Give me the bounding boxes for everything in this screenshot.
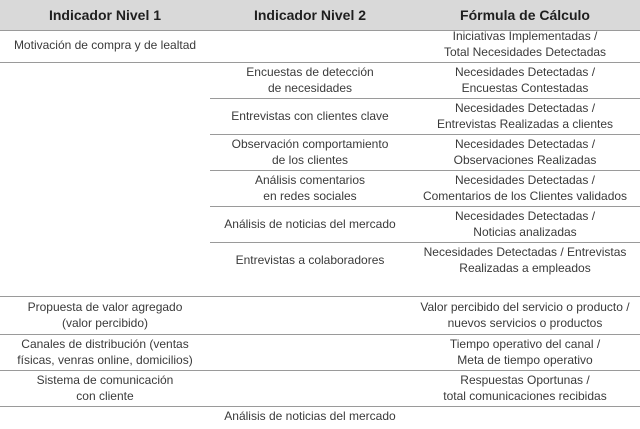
row-6-indicador-nivel-2: Análisis de noticias del mercado	[224, 217, 396, 231]
row-4-indicador-nivel-2: Observación comportamiento de los clientes	[231, 137, 389, 167]
row-10-indicador-nivel-1: Sistema de comunicación con cliente	[36, 373, 174, 403]
row-3-formula: Necesidades Detectadas / Entrevistas Realizadas a clientes	[436, 101, 614, 131]
row-11-indicador-nivel-2: Análisis de noticias del mercado	[224, 409, 396, 423]
row-4-formula: Necesidades Detectadas / Observaciones Realizadas	[453, 137, 597, 167]
row-5-indicador-nivel-2: Análisis comentarios en redes sociales	[254, 173, 366, 203]
row-1-formula: Iniciativas Implementadas / Total Necesidades Detectadas	[443, 29, 607, 59]
row-5-formula: Necesidades Detectadas / Comentarios de los Clientes validados	[422, 173, 628, 203]
row-2-indicador-nivel-2: Encuestas de detección de necesidades	[246, 65, 374, 95]
row-8-formula: Valor percibido del servicio o producto / nuevos servicios o productos	[420, 300, 630, 330]
header-formula-de-calculo: Fórmula de Cálculo	[460, 7, 590, 23]
row-2-formula: Necesidades Detectadas / Encuestas Contestadas	[454, 65, 596, 95]
row-9-indicador-nivel-1: Canales de distribución (ventas físicas, venras online, domicilios)	[17, 337, 193, 367]
row-1-indicador-nivel-1: Motivación de compra y de lealtad	[13, 38, 197, 52]
row-10-formula: Respuestas Oportunas / total comunicaciones recibidas	[443, 373, 607, 403]
row-8-indicador-nivel-1: Propuesta de valor agregado (valor percibido)	[27, 300, 183, 330]
row-7-formula: Necesidades Detectadas / Entrevistas Realizadas a empleados	[423, 245, 627, 275]
row-3-indicador-nivel-2: Entrevistas con clientes clave	[231, 109, 389, 123]
row-7-indicador-nivel-2: Entrevistas a colaboradores	[235, 253, 385, 267]
header-indicador-nivel-2: Indicador Nivel 2	[253, 7, 367, 23]
row-6-formula: Necesidades Detectadas / Noticias analizadas	[454, 209, 596, 239]
row-9-formula: Tiempo operativo del canal / Meta de tiempo operativo	[449, 337, 601, 367]
header-indicador-nivel-1: Indicador Nivel 1	[48, 7, 162, 23]
